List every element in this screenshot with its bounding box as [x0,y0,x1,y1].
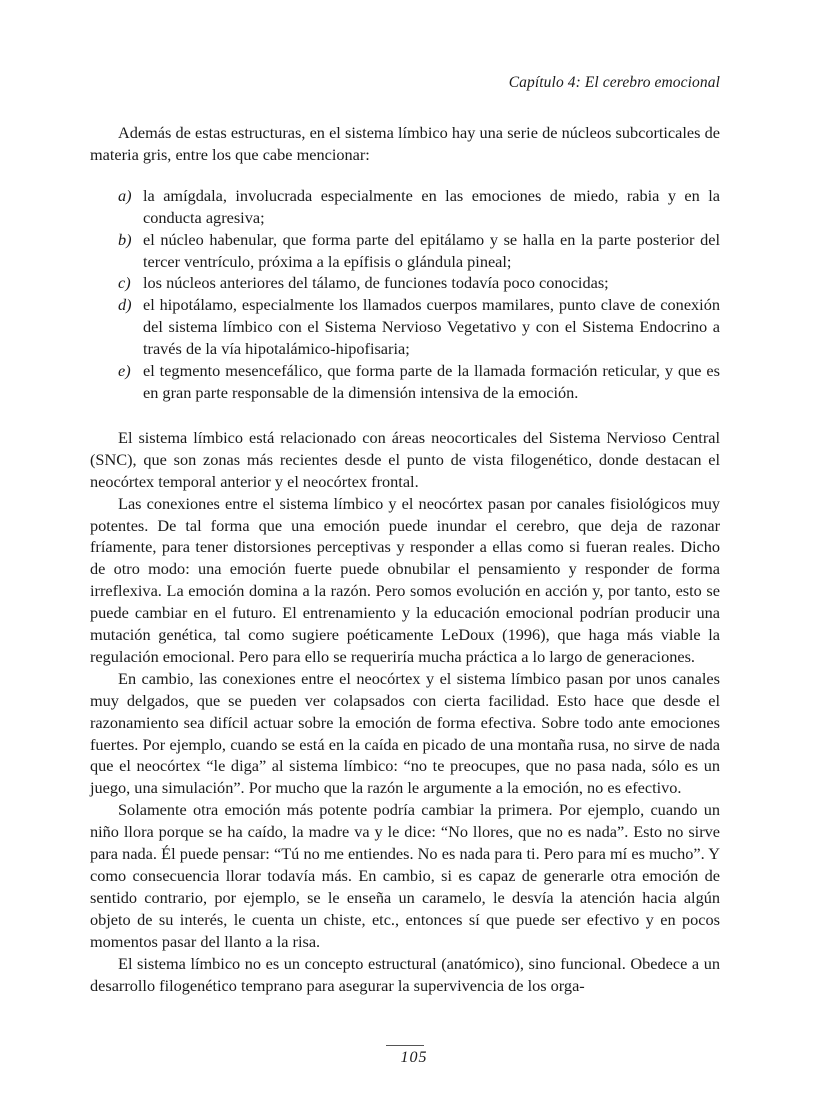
body-paragraph: Las conexiones entre el sistema límbico y el neocórtex pasan por canales fisiológicos muy potentes. De tal forma que una emoción puede inundar el cerebro, que deja de razonar fríamente, para tener distorsiones perceptivas y responder a ellas como si fueran reales. Dicho de otro modo: una emoción fuerte puede obnubilar el pensamiento y responder de forma irreflexiva. La emoción domina a la razón. Pero somos evolución en acción y, por tanto, esto se puede cambiar en el futuro. El entrenamiento y la educación emocional podrían producir una mutación genética, tal como sugiere poéticamente LeDoux (1996), que haga más viable la regulación emocional. Pero para ello se requeriría mucha práctica a lo largo de generaciones. [90,493,720,666]
list-item [90,185,720,229]
body-paragraph: Solamente otra emoción más potente podría cambiar la primera. Por ejemplo, cuando un niño llora porque se ha caído, la madre va y le dice: “No llores, que no es nada”. Esto no sirve para nada. Él puede pensar: “Tú no me entiendes. No es nada para ti. Pero para mí es mucho”. Y como consecuencia llorar todavía más. En cambio, si es capaz de generarle otra emoción de sentido contrario, por ejemplo, se le enseña un caramelo, le desvía la atención hacia algún objeto de su interés, le cuenta un chiste, etc., entonces sí que puede ser efectivo y en pocos momentos pasar del llanto a la risa. [90,800,720,951]
list-marker: c) [118,273,131,293]
list-item-text: la amígdala, involucrada especialmente en las emociones de miedo, rabia y en la conducta agresiva; [143,185,720,227]
body-paragraph: El sistema límbico no es un concepto estructural (anatómico), sino funcional. Obedece a un desarrollo filogenético temprano para asegurar la supervivencia de los orga- [90,953,720,995]
list-item [90,294,720,360]
page-body [90,122,720,996]
page-number: 105 [400,1049,428,1066]
list-marker: d) [118,295,132,315]
intro-paragraph: Además de estas estructuras, en el sistema límbico hay una serie de núcleos subcorticales de materia gris, entre los que cabe mencionar: [90,123,720,164]
list-marker: b) [118,229,132,249]
list-item [90,229,720,273]
list-item-text: el tegmento mesencefálico, que forma parte de la llamada formación reticular, y que es en gran parte responsable de la dimensión intensiva de la emoción. [143,361,720,402]
list-item-text: los núcleos anteriores del tálamo, de funciones todavía poco conocidas; [143,273,609,293]
body-paragraph: En cambio, las conexiones entre el neocórtex y el sistema límbico pasan por unos canales muy delgados, que se pueden ver colapsados con cierta facilidad. Esto hace que desde el razonamiento sea difícil actuar sobre la emoción de forma efectiva. Sobre todo ante emociones fuertes. Por ejemplo, cuando se está en la caída en picado de una montaña rusa, no sirve de nada que el neocórtex “le diga” al sistema límbico: “no te preocupes, que no pasa nada, sólo es un juego, una simulación”. Por mucho que la razón le argumente a la emoción, no es efectivo. [90,668,720,798]
body-paragraph: El sistema límbico está relacionado con áreas neocorticales del Sistema Nervioso Central (SNC), que son zonas más recientes desde el punto de vista filogenético, donde destacan el neocórtex temporal anterior y el neocórtex frontal. [90,427,720,491]
running-header: Capítulo 4: El cerebro emocional [508,74,720,91]
nuclei-list [90,185,720,404]
list-marker: e) [118,361,131,381]
list-item [90,272,720,294]
footer-rule [386,1045,424,1046]
list-marker: a) [118,185,132,205]
list-item [90,360,720,404]
list-item-text: el hipotálamo, especialmente los llamados cuerpos mamilares, punto clave de conexión del sistema límbico con el Sistema Nervioso Vegetativo y con el Sistema Endocrino a través de la vía hipotalámico-hipofisaria; [143,295,720,359]
list-item-text: el núcleo habenular, que forma parte del epitálamo y se halla en la parte posterior del tercer ventrículo, próxima a la epífisis o glándula pineal; [143,229,720,271]
